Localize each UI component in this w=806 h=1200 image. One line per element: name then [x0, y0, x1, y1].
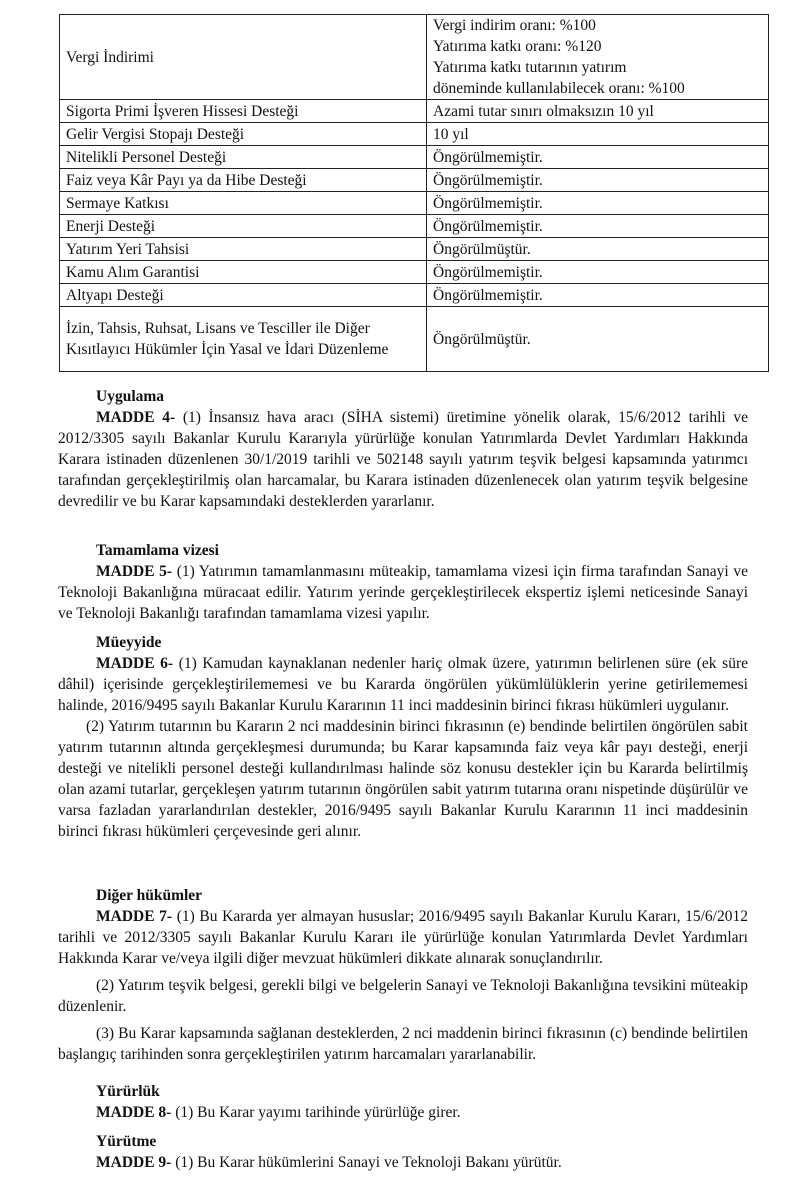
table-label: Faiz veya Kâr Payı ya da Hibe Desteği	[60, 169, 427, 192]
article-paragraph	[58, 561, 748, 624]
table-label: Enerji Desteği	[60, 215, 427, 238]
article-paragraph	[58, 1102, 748, 1123]
table-label: Sigorta Primi İşveren Hissesi Desteği	[60, 100, 427, 123]
section-mueyyide	[58, 632, 748, 842]
table-value: Öngörülmemiştir.	[427, 192, 769, 215]
table-label: Yatırım Yeri Tahsisi	[60, 238, 427, 261]
article-text: (1) İnsansız hava aracı (SİHA sistemi) üretimine yönelik olarak, 15/6/2012 tarihli ve 2012/3305 sayılı Bakanlar Kurulu Kararıyla yürürlüğe konulan Yatırımlarda Devlet Yardımları Hakkında Karara istinaden düzenlenen 30/1/2019 tarihli ve 502148 sayılı yatırım teşvik belgesi kapsamında yatırımcı tarafından gerçekleştirilmiş olan harcamalar, bu Karara istinaden düzenlenecek olan yatırım teşvik belgesine devredilir ve bu Karar kapsamındaki desteklerden yararlanır.	[58, 409, 748, 510]
table-label: İzin, Tahsis, Ruhsat, Lisans ve Tesciller ile Diğer Kısıtlayıcı Hükümler İçin Yasal ve İdari Düzenleme	[60, 307, 427, 372]
article-number: MADDE 5-	[96, 563, 173, 580]
table-value: Öngörülmemiştir.	[427, 261, 769, 284]
table-label: Nitelikli Personel Desteği	[60, 146, 427, 169]
table-value: Öngörülmemiştir.	[427, 146, 769, 169]
table-label: Gelir Vergisi Stopajı Desteği	[60, 123, 427, 146]
section-heading: Yürürlük	[96, 1083, 160, 1100]
article-paragraph-2: (2) Yatırım tutarının bu Kararın 2 nci maddesinin birinci fıkrasının (e) bendinde belirtilen öngörülen sabit yatırım tutarının altında gerçekleşmesi durumunda; bu Karar kapsamında faiz veya kâr payı desteği, enerji desteği ve nitelikli personel desteği kullandırılması halinde söz konusu destekler için bu Kararda belirtilmiş olan azami tutarlar, gerçekleşen yatırım tutarının öngörülen sabit yatırım tutarına oranı nispetinde düşürülür ve varsa fazladan yararlandırılan destekler, 2016/9495 sayılı Bakanlar Kurulu Kararının 11 inci maddesinin birinci fıkrası hükümleri çerçevesinde geri alınır.	[58, 718, 748, 840]
section-tamamlama	[58, 540, 748, 624]
value-line: Yatırıma katkı tutarının yatırım	[433, 59, 627, 76]
section-heading: Uygulama	[96, 388, 165, 405]
article-paragraph-2: (2) Yatırım teşvik belgesi, gerekli bilgi ve belgelerin Sanayi ve Teknoloji Bakanlığına tevsikini müteakip düzenlenir.	[58, 977, 748, 1015]
article-number: MADDE 4-	[96, 409, 176, 426]
support-table	[59, 14, 769, 372]
table-label: Kamu Alım Garantisi	[60, 261, 427, 284]
table-label: Vergi İndirimi	[60, 15, 427, 100]
article-paragraph-3: (3) Bu Karar kapsamında sağlanan desteklerden, 2 nci maddenin birinci fıkrasının (c) bendinde belirtilen başlangıç tarihinden sonra gerçekleştirilen yatırım harcamaları yararlanabilir.	[58, 1025, 748, 1063]
table-value: Öngörülmüştür.	[427, 238, 769, 261]
table-row	[60, 215, 769, 238]
table-row	[60, 15, 769, 100]
article-paragraph	[58, 653, 748, 716]
article-text: (1) Bu Karar hükümlerini Sanayi ve Teknoloji Bakanı yürütür.	[171, 1154, 562, 1171]
article-paragraph	[58, 1152, 748, 1173]
value-line: Vergi indirim oranı: %100	[433, 17, 596, 34]
section-diger-hukumler	[58, 885, 748, 1065]
article-paragraph	[58, 407, 748, 512]
article-number: MADDE 7-	[96, 908, 173, 925]
article-number: MADDE 6-	[96, 655, 174, 672]
table-row	[60, 192, 769, 215]
table-value: Öngörülmemiştir.	[427, 215, 769, 238]
table-value: Öngörülmemiştir.	[427, 284, 769, 307]
value-line: Yatırıma katkı oranı: %120	[433, 38, 602, 55]
table-label: Altyapı Desteği	[60, 284, 427, 307]
table-value: 10 yıl	[427, 123, 769, 146]
table-row	[60, 100, 769, 123]
section-heading: Müeyyide	[96, 634, 162, 651]
table-row	[60, 146, 769, 169]
table-row	[60, 261, 769, 284]
table-value	[427, 15, 769, 100]
table-row	[60, 123, 769, 146]
article-number: MADDE 9-	[96, 1154, 172, 1171]
section-yurutme	[58, 1131, 748, 1173]
table-value: Öngörülmemiştir.	[427, 169, 769, 192]
section-heading: Diğer hükümler	[96, 887, 203, 904]
section-heading: Tamamlama vizesi	[96, 542, 219, 559]
table-row	[60, 307, 769, 372]
article-text: (1) Bu Karar yayımı tarihinde yürürlüğe girer.	[171, 1104, 461, 1121]
table-value: Öngörülmüştür.	[427, 307, 769, 372]
section-uygulama	[58, 386, 748, 512]
article-text: (1) Kamudan kaynaklanan nedenler hariç olmak üzere, yatırımın belirlenen süre (ek süre dâhil) içerisinde gerçekleştirilememesi ve bu Kararda öngörülen yükümlülüklerin yerine getirilememesi halinde, 2016/9495 sayılı Bakanlar Kurulu Kararının 11 inci maddesinin birinci fıkrası hükümleri uygulanır.	[58, 655, 748, 714]
table-row	[60, 284, 769, 307]
table-row	[60, 169, 769, 192]
table-value: Azami tutar sınırı olmaksızın 10 yıl	[427, 100, 769, 123]
article-number: MADDE 8-	[96, 1104, 172, 1121]
table-label: Sermaye Katkısı	[60, 192, 427, 215]
section-heading: Yürütme	[96, 1133, 157, 1150]
article-paragraph	[58, 906, 748, 969]
table-row	[60, 238, 769, 261]
section-yururluk	[58, 1081, 748, 1123]
value-line: döneminde kullanılabilecek oranı: %100	[433, 80, 685, 97]
article-text: (1) Yatırımın tamamlanmasını müteakip, tamamlama vizesi için firma tarafından Sanayi ve Teknoloji Bakanlığına müracaat edilir. Yatırım yerinde gerçekleştirilecek ekspertiz işlemi neticesinde Sanayi ve Teknoloji Bakanlığı tarafından tamamlama vizesi yapılır.	[58, 563, 748, 622]
article-text: (1) Bu Kararda yer almayan hususlar; 2016/9495 sayılı Bakanlar Kurulu Kararı, 15/6/2012 tarihli ve 2012/3305 sayılı Bakanlar Kurulu Kararı ile yürürlüğe konulan Yatırımlarda Devlet Yardımları Hakkında Karar ve/veya ilgili diğer mevzuat hükümleri dikkate alınarak sonuçlandırılır.	[58, 908, 748, 967]
